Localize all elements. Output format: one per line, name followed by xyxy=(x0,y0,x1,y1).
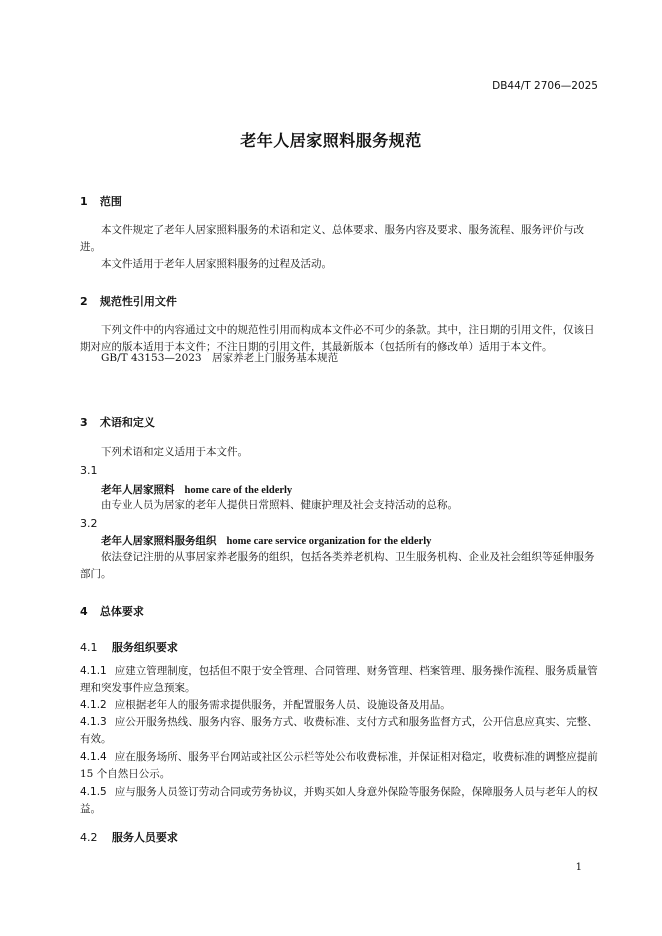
section-number: 3 xyxy=(80,416,88,429)
section-number: 4 xyxy=(80,605,88,618)
paragraph: 本文件规定了老年人居家照料服务的术语和定义、总体要求、服务内容及要求、服务流程、服务评价与改进。 xyxy=(80,224,584,253)
normative-reference: GB/T 43153—2023 居家养老上门服务基本规范 xyxy=(101,352,339,364)
term-definition: 依法登记注册的从事居家养老服务的组织，包括各类养老机构、卫生服务机构、企业及社会组织等延伸服务部门。 xyxy=(80,551,595,580)
subsection-title: 服务组织要求 xyxy=(111,641,178,654)
clause-4-1-2 xyxy=(80,697,600,714)
term-3-1 xyxy=(101,482,292,497)
section-title: 范围 xyxy=(99,195,122,208)
section-title: 规范性引用文件 xyxy=(99,295,177,308)
subsection-4-2-heading xyxy=(80,829,178,845)
term-definition: 由专业人员为居家的老年人提供日常照料、健康护理及社会支持活动的总称。 xyxy=(101,499,458,511)
clause-text: 应与服务人员签订劳动合同或劳务协议，并购买如人身意外保险等服务保险，保障服务人员与老年人的权益。 xyxy=(80,786,598,815)
paragraph: 本文件适用于老年人居家照料服务的过程及活动。 xyxy=(101,258,332,270)
section-title: 总体要求 xyxy=(99,605,144,618)
clause-number: 4.1.3 xyxy=(80,716,107,728)
clause-number: 4.1.1 xyxy=(80,665,107,677)
subsection-title: 服务人员要求 xyxy=(111,831,178,844)
clause-text: 应公开服务热线、服务内容、服务方式、收费标准、支付方式和服务监督方式，公开信息应真实、完整、有效。 xyxy=(80,716,598,745)
clause-number: 4.1.2 xyxy=(80,699,107,711)
section-2-heading xyxy=(80,293,177,309)
page-number: 1 xyxy=(575,862,582,873)
clause-4-1-4 xyxy=(80,749,600,783)
standard-code: DB44/T 2706—2025 xyxy=(492,80,598,92)
term-3-2 xyxy=(101,533,431,548)
term-en: home care service organization for the elderly xyxy=(226,536,432,547)
document-title: 老年人居家照料服务规范 xyxy=(240,131,422,150)
clause-4-1-3 xyxy=(80,714,600,748)
subsection-4-1-heading xyxy=(80,639,178,655)
clause-text: 应建立管理制度，包括但不限于安全管理、合同管理、财务管理、档案管理、服务操作流程、服务质量管理和突发事件应急预案。 xyxy=(80,665,598,694)
term-number: 3.1 xyxy=(80,464,98,477)
section-4-heading xyxy=(80,603,144,619)
section-title: 术语和定义 xyxy=(99,416,155,429)
clause-4-1-5 xyxy=(80,784,600,818)
term-en: home care of the elderly xyxy=(184,485,293,496)
section-number: 2 xyxy=(80,295,88,308)
section-1-heading xyxy=(80,193,122,209)
paragraph: 下列文件中的内容通过文中的规范性引用而构成本文件必不可少的条款。其中，注日期的引用文件，仅该日期对应的版本适用于本文件；不注日期的引用文件，其最新版本（包括所有的修改单）适用于本文件。 xyxy=(80,324,595,353)
section-3-heading xyxy=(80,414,155,430)
term-cn: 老年人居家照料服务组织 xyxy=(101,535,217,547)
section-number: 1 xyxy=(80,195,88,208)
subsection-number: 4.2 xyxy=(80,831,98,844)
term-number: 3.2 xyxy=(80,517,98,530)
clause-number: 4.1.4 xyxy=(80,751,107,763)
paragraph: 下列术语和定义适用于本文件。 xyxy=(101,446,248,458)
clause-4-1-1 xyxy=(80,663,600,697)
clause-number: 4.1.5 xyxy=(80,786,107,798)
subsection-number: 4.1 xyxy=(80,641,98,654)
clause-text: 应在服务场所、服务平台网站或社区公示栏等处公布收费标准，并保证相对稳定，收费标准的调整应提前 15 个自然日公示。 xyxy=(80,751,598,780)
term-cn: 老年人居家照料 xyxy=(101,484,175,496)
clause-text: 应根据老年人的服务需求提供服务，并配置服务人员、设施设备及用品。 xyxy=(114,699,451,711)
